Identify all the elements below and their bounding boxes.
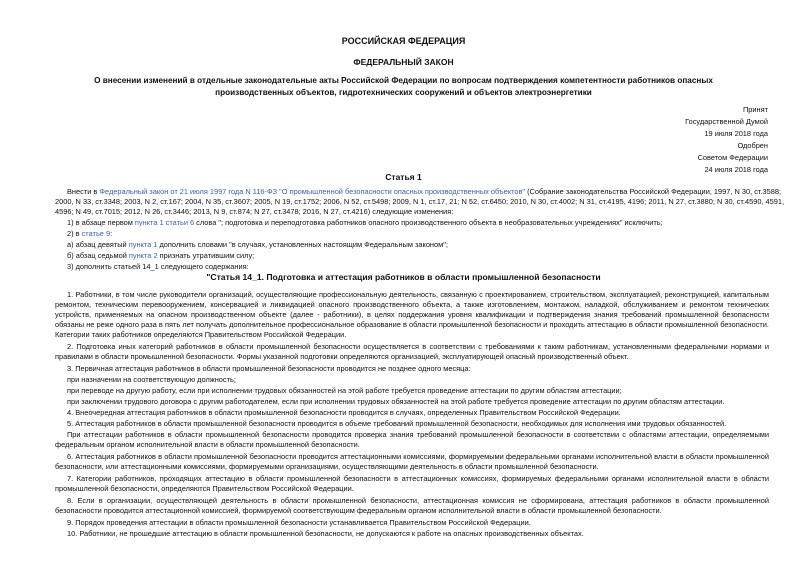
article1-item1 <box>67 218 663 228</box>
paragraph-8: 8. Если в организации, осуществляющей деятельность в области промышленной безопасности, аттестационная комиссия не сформирована, аттестация работников в области промышленной безопасности проводится аттестационной комиссией, формируемой соответствующим федеральным органом исполнительной власти в области промышленной безопасности. <box>55 496 769 515</box>
doc-title-line1: О внесении изменений в отдельные законодательные акты Российской Федерации по вопросам подтверждения компетентности работников опасных <box>94 76 713 85</box>
federal-law-link[interactable]: Федеральный закон от 21 июля 1997 года N 116-ФЗ "О промышленной безопасности опасных производственных объектов" <box>99 187 526 196</box>
council-label: Советом Федерации <box>697 153 768 162</box>
point1-link[interactable]: пункта 1 <box>128 240 158 249</box>
article1-intro-line3: 4596; N 49, ст.7015; 2012, N 26, ст.3446; 2013, N 9, ст.874; N 27, ст.3478; 2016, N 27, ст.4216) следующие изменения: <box>55 207 454 216</box>
approved-label: Одобрен <box>737 141 768 150</box>
paragraph-7: 7. Категории работников, проходящих аттестацию в области промышленной безопасности в аттестационных комиссиях, формируемых федеральными органами исполнительной власти в области промышленной безопасности, определяются Правительством Российской Федерации. <box>55 474 769 493</box>
item1-text: 1) в абзаце первом <box>67 218 135 227</box>
paragraph-1: 1. Работники, в том числе руководители организаций, осуществляющие профессиональную деятельность, связанную с проектированием, строительством, эксплуатацией, реконструкцией, капитальным ремонтом, техническим перевооружением, консервацией и ликвидацией опасного производственного объекта, а также изготовлением, монтажом, наладкой, обслуживанием и ремонтом технических устройств, применяемых на опасном производственном объекте (далее - работники), в целях поддержания уровня квалификации и подтверждения знания требований промышленной безопасности обязаны не реже одного раза в пять лет получать дополнительное профессиональное образование в области промышленной безопасности и проходить аттестацию в области промышленной безопасности. Категории таких работников определяются Правительством Российской Федерации. <box>55 290 769 339</box>
doc-title-line2: производственных объектов, гидротехнических сооружений и объектов электроэнергетики <box>215 88 592 97</box>
article1-heading: Статья 1 <box>385 172 422 182</box>
duma-label: Государственной Думой <box>685 117 768 126</box>
paragraph-9: 9. Порядок проведения аттестации в области промышленной безопасности устанавливается Правительством Российской Федерации. <box>67 518 531 527</box>
item2-text: 2) в <box>67 229 82 238</box>
article14-1-heading: "Статья 14_1. Подготовка и аттестация работников в области промышленной безопасности <box>206 272 601 282</box>
intro-text-tail: (Собрание законодательства Российской Федерации, 1997, N 30, ст.3588; <box>525 187 781 196</box>
paragraph-3a: при назначении на соответствующую должность; <box>67 375 236 384</box>
article1-item2a <box>67 240 448 250</box>
item2b-text: б) абзац седьмой <box>67 251 129 260</box>
council-date: 24 июля 2018 года <box>704 165 768 174</box>
adopted-label: Принят <box>742 105 768 114</box>
doc-type-heading: ФЕДЕРАЛЬНЫЙ ЗАКОН <box>353 57 454 67</box>
point2-link[interactable]: пункта 2 <box>128 251 158 260</box>
paragraph-10: 10. Работники, не прошедшие аттестацию в области промышленной безопасности, не допускаются к работе на опасных производственных объектах. <box>67 529 584 538</box>
article1-intro <box>67 187 781 197</box>
article9-link[interactable]: статье 9 <box>81 229 111 238</box>
paragraph-6: 6. Аттестация работников в области промышленной безопасности проводится аттестационными комиссиями, формируемыми федеральными органами исполнительной власти в области промышленной безопасности, или аттестационными комиссиями, формируемыми организациями, осуществляющими деятельность в области промышленной безопасности. <box>55 452 769 471</box>
country-heading: РОССИЙСКАЯ ФЕДЕРАЦИЯ <box>341 36 466 46</box>
article1-item2 <box>67 229 112 239</box>
item1-text-tail: слова "; подготовка и переподготовка работников опасного производственного объекта в необразовательных учреждениях" исключить; <box>194 218 663 227</box>
paragraph-5: 5. Аттестация работников в области промышленной безопасности проводится в объеме требований промышленной безопасности, необходимых для исполнения ими трудовых обязанностей. <box>67 419 727 428</box>
item2b-text-tail: признать утратившим силу; <box>157 251 255 260</box>
article1-item3: 3) дополнить статьей 14_1 следующего содержания: <box>67 262 249 271</box>
item2-text-tail: : <box>110 229 113 238</box>
item2a-text-tail: дополнить словами "в случаях, установленных настоящим Федеральным законом"; <box>157 240 448 249</box>
paragraph-3c: при заключении трудового договора с другим работодателем, если при исполнении трудовых обязанностей на этой работе требуется проведение аттестации по другим областям аттестации. <box>67 397 725 406</box>
item2a-text: а) абзац девятый <box>67 240 129 249</box>
paragraph-2: 2. Подготовка иных категорий работников в области промышленной безопасности осуществляется в соответствии с требованиями к таким работникам, установленными федеральными нормами и правилами в области промышленной безопасности. Формы указанной подготовки определяются организацией, эксплуатирующей опасный производственный объект. <box>55 342 769 361</box>
paragraph-3: 3. Первичная аттестация работников в области промышленной безопасности проводится не позднее одного месяца: <box>67 364 471 373</box>
duma-date: 19 июля 2018 года <box>704 129 768 138</box>
article6-link[interactable]: пункта 1 статьи 6 <box>134 218 195 227</box>
article1-item2b <box>67 251 254 261</box>
paragraph-5b: При аттестации работников в области промышленной безопасности проводится проверка знания требований промышленной безопасности в соответствии с областями аттестации, определяемыми федеральным органом исполнительной власти в области промышленной безопасности. <box>55 430 769 449</box>
paragraph-3b: при переводе на другую работу, если при исполнении трудовых обязанностей на этой работе требуется проведение аттестации по другим областям аттестации; <box>67 386 622 395</box>
article1-intro-line2: 2000, N 33, ст.3348; 2003, N 2, ст.167; 2004, N 35, ст.3607; 2005, N 19, ст.1752; 2006, N 52, ст.5498; 2009, N 1, ст.17, 21; N 52, ст.6450; 2010, N 30, ст.4002; N 31, ст.4195, 4196; 2011, N 27, ст.3880; N 30, ст.4590, 4591, <box>55 197 785 206</box>
intro-text: Внести в <box>67 187 100 196</box>
paragraph-4: 4. Внеочередная аттестация работников в области промышленной безопасности проводится в случаях, определенных Правительством Российской Федерации. <box>67 408 621 417</box>
